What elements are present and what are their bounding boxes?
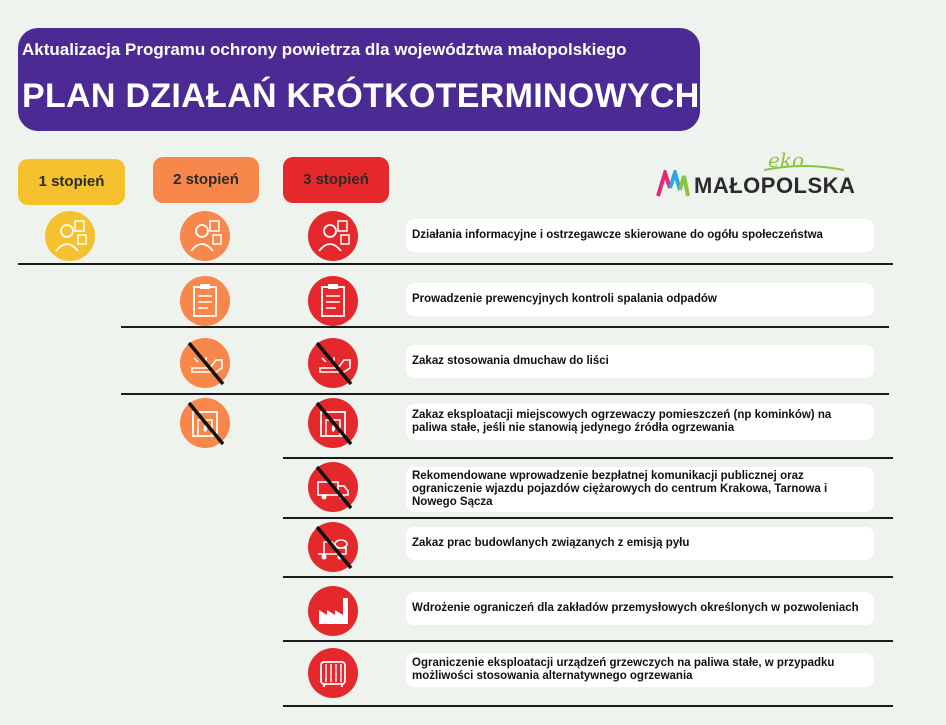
fireplace-crossed-icon	[180, 398, 230, 448]
action-row-4: Zakaz eksploatacji miejscowych ogrzewaczy pomieszczeń (np kominków) na paliwa stałe, jeśli nie stanowią jedynego źródła ogrzewania	[406, 404, 874, 440]
level-3-badge: 3 stopień	[283, 157, 389, 203]
header-title: PLAN DZIAŁAŃ KRÓTKOTERMINOWYCH	[22, 77, 700, 115]
informing-person-icon	[180, 211, 230, 261]
action-row-7: Wdrożenie ograniczeń dla zakładów przemysłowych określonych w pozwoleniach	[406, 592, 874, 625]
eko-malopolska-logo	[656, 148, 866, 204]
header-banner	[18, 28, 700, 131]
leaf-blower-crossed-icon	[308, 338, 358, 388]
exam-clipboard-icon	[308, 276, 358, 326]
row-divider	[283, 705, 893, 707]
informing-person-icon	[45, 211, 95, 261]
action-row-2: Prowadzenie prewencyjnych kontroli spalania odpadów	[406, 283, 874, 316]
truck-crossed-icon	[308, 462, 358, 512]
action-row-1: Działania informacyjne i ostrzegawcze skierowane do ogółu społeczeństwa	[406, 219, 874, 252]
header-subtitle: Aktualizacja Programu ochrony powietrza dla województwa małopolskiego	[22, 40, 627, 59]
concrete-mixer-crossed-icon	[308, 522, 358, 572]
action-row-5: Rekomendowane wprowadzenie bezpłatnej komunikacji publicznej oraz ograniczenie wjazdu pojazdów ciężarowych do centrum Krakowa, Tarnowa i Nowego Sącza	[406, 467, 874, 512]
logo-name: MAŁOPOLSKA	[694, 173, 856, 198]
heater-icon	[308, 648, 358, 698]
action-row-8: Ograniczenie eksploatacji urządzeń grzewczych na paliwa stałe, w przypadku możliwości stosowania alternatywnego ogrzewania	[406, 653, 874, 687]
factory-icon	[308, 586, 358, 636]
action-row-3: Zakaz stosowania dmuchaw do liści	[406, 345, 874, 378]
action-row-6: Zakaz prac budowlanych związanych z emisją pyłu	[406, 527, 874, 560]
row-divider	[283, 640, 893, 642]
fireplace-crossed-icon	[308, 398, 358, 448]
row-divider	[283, 576, 893, 578]
row-divider	[121, 393, 889, 395]
row-divider	[283, 457, 893, 459]
informing-person-icon	[308, 211, 358, 261]
logo-eko: eko	[768, 148, 804, 172]
leaf-blower-crossed-icon	[180, 338, 230, 388]
logo-m-icon	[656, 170, 690, 198]
level-1-badge: 1 stopień	[18, 159, 125, 205]
row-divider	[121, 326, 889, 328]
row-divider	[283, 517, 893, 519]
level-2-badge: 2 stopień	[153, 157, 259, 203]
exam-clipboard-icon	[180, 276, 230, 326]
row-divider	[18, 263, 893, 265]
